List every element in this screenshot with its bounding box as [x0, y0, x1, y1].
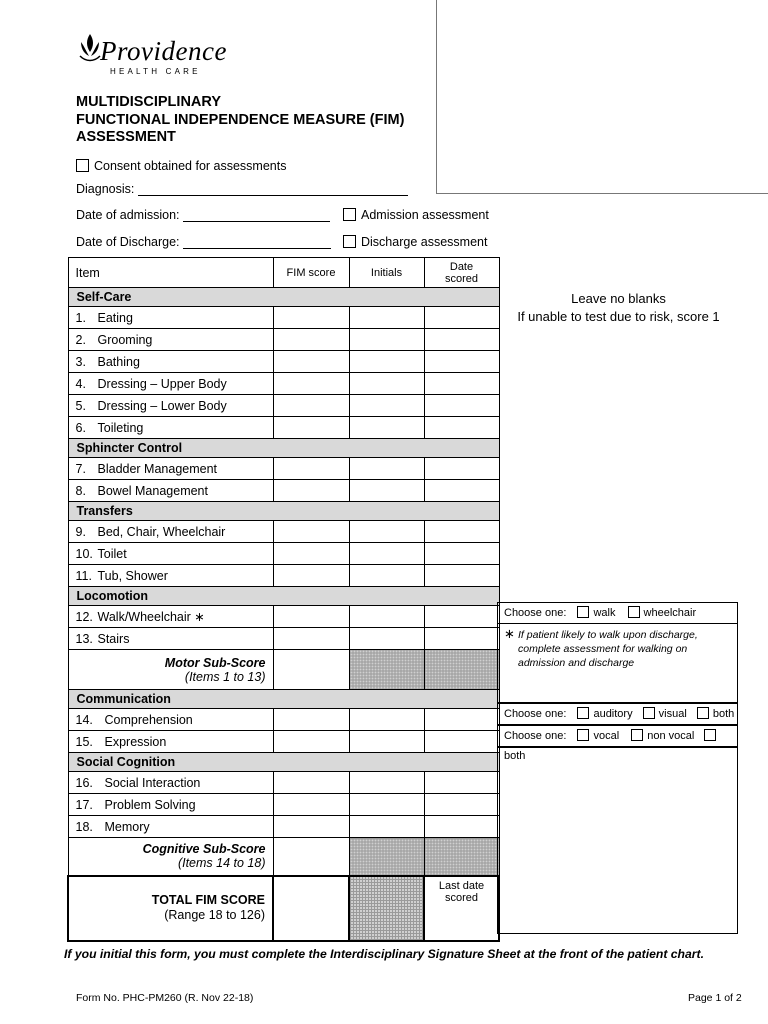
form-title: MULTIDISCIPLINARY FUNCTIONAL INDEPENDENCE MEASURE (FIM) ASSESSMENT — [76, 94, 405, 145]
cognitive-subscore-range: (Items 14 to 18) — [177, 856, 266, 871]
consent-checkbox[interactable] — [76, 159, 89, 172]
table-header-row — [68, 258, 499, 288]
diagnosis-label: Diagnosis: — [76, 182, 135, 196]
admission-date-label: Date of admission: — [76, 208, 180, 222]
section-communication: Communication — [68, 690, 499, 709]
discharge-assessment-checkbox[interactable] — [343, 235, 356, 248]
table-row: 18. Memory — [68, 816, 499, 838]
motor-subscore-row — [68, 650, 499, 690]
diagnosis-field — [76, 182, 408, 196]
section-sphincter-control: Sphincter Control — [68, 439, 499, 458]
total-score-range: (Range 18 to 126) — [164, 908, 265, 922]
signature-instruction: If you initial this form, you must complete the Interdisciplinary Signature Sheet at the front of the patient chart. — [64, 947, 704, 961]
blank-notes-area[interactable] — [497, 747, 738, 934]
form-number: Form No. PHC-PM260 (R. Nov 22-18) — [76, 992, 254, 1004]
admission-assessment-option: Admission assessment — [343, 208, 489, 222]
header-fim-score: FIM score — [273, 258, 349, 288]
motor-subscore-range: (Items 1 to 13) — [184, 669, 266, 684]
expression-choice: Choose one: vocal non vocal both — [497, 725, 738, 747]
providence-flame-logo-icon — [78, 32, 102, 68]
table-row: 11. Tub, Shower — [68, 565, 499, 587]
motor-subscore-title: Motor Sub-Score — [164, 655, 266, 670]
section-transfers: Transfers — [68, 502, 499, 521]
admission-date-field — [76, 208, 330, 222]
patient-label-area[interactable] — [436, 0, 768, 194]
fim-score-table — [67, 257, 500, 942]
instructions-note: Leave no blanks If unable to test due to risk, score 1 — [517, 291, 720, 324]
section-self-care: Self-Care — [68, 288, 499, 307]
visual-checkbox[interactable] — [643, 707, 655, 719]
table-row: 5. Dressing – Lower Body — [68, 395, 499, 417]
table-row: 10. Toilet — [68, 543, 499, 565]
consent-field — [76, 159, 286, 173]
walk-checkbox[interactable] — [577, 606, 589, 618]
admission-assessment-checkbox[interactable] — [343, 208, 356, 221]
discharge-date-label: Date of Discharge: — [76, 235, 180, 249]
discharge-assessment-option: Discharge assessment — [343, 235, 487, 249]
walk-wheelchair-choice: Choose one: walk wheelchair — [497, 602, 738, 624]
cognitive-subscore-title: Cognitive Sub-Score — [142, 842, 266, 857]
auditory-checkbox[interactable] — [577, 707, 589, 719]
table-row: 12. Walk/Wheelchair ∗ — [68, 606, 499, 628]
shaded-cell — [424, 650, 499, 690]
table-row: 2. Grooming — [68, 329, 499, 351]
table-row: 17. Problem Solving — [68, 794, 499, 816]
admission-date-input[interactable] — [183, 208, 330, 222]
table-row: 15. Expression — [68, 731, 499, 753]
table-row: 8. Bowel Management — [68, 480, 499, 502]
cognitive-subscore-input[interactable] — [273, 838, 349, 876]
table-row: 6. Toileting — [68, 417, 499, 439]
total-score-row — [68, 876, 499, 941]
header-item: Item — [68, 258, 273, 288]
table-row: 13. Stairs — [68, 628, 499, 650]
header-initials: Initials — [349, 258, 424, 288]
both-checkbox[interactable] — [697, 707, 709, 719]
section-social-cognition: Social Cognition — [68, 753, 499, 772]
header-date-scored: Date scored — [424, 258, 499, 288]
shaded-cell — [349, 650, 424, 690]
wheelchair-checkbox[interactable] — [628, 606, 640, 618]
table-row: 3. Bathing — [68, 351, 499, 373]
page-number: Page 1 of 2 — [688, 992, 742, 1004]
table-row: 7. Bladder Management — [68, 458, 499, 480]
walk-note: ∗ If patient likely to walk upon discharge, complete assessment for walking on admission and discharge — [497, 623, 738, 703]
shaded-cell — [349, 838, 424, 876]
discharge-date-input[interactable] — [183, 235, 331, 249]
shaded-cell — [424, 838, 499, 876]
discharge-date-field — [76, 235, 331, 249]
comprehension-choice: Choose one: auditory visual both — [497, 703, 738, 725]
diagnosis-input[interactable] — [138, 182, 408, 196]
non-vocal-checkbox[interactable] — [631, 729, 643, 741]
shaded-cell — [349, 876, 424, 941]
expression-both-checkbox[interactable] — [704, 729, 716, 741]
table-row: 16. Social Interaction — [68, 772, 499, 794]
total-score-input[interactable] — [273, 876, 349, 941]
logo-subtitle: HEALTH CARE — [110, 67, 201, 76]
vocal-checkbox[interactable] — [577, 729, 589, 741]
table-row: 4. Dressing – Upper Body — [68, 373, 499, 395]
consent-label: Consent obtained for assessments — [94, 159, 287, 173]
cognitive-subscore-row — [68, 838, 499, 876]
section-locomotion: Locomotion — [68, 587, 499, 606]
table-row: 9. Bed, Chair, Wheelchair — [68, 521, 499, 543]
table-row: 1. Eating — [68, 307, 499, 329]
table-row: 14. Comprehension — [68, 709, 499, 731]
last-date-scored[interactable]: Last date scored — [424, 876, 499, 941]
motor-subscore-input[interactable] — [273, 650, 349, 690]
logo-wordmark: Providence — [100, 36, 227, 66]
total-score-title: TOTAL FIM SCORE — [151, 893, 265, 907]
